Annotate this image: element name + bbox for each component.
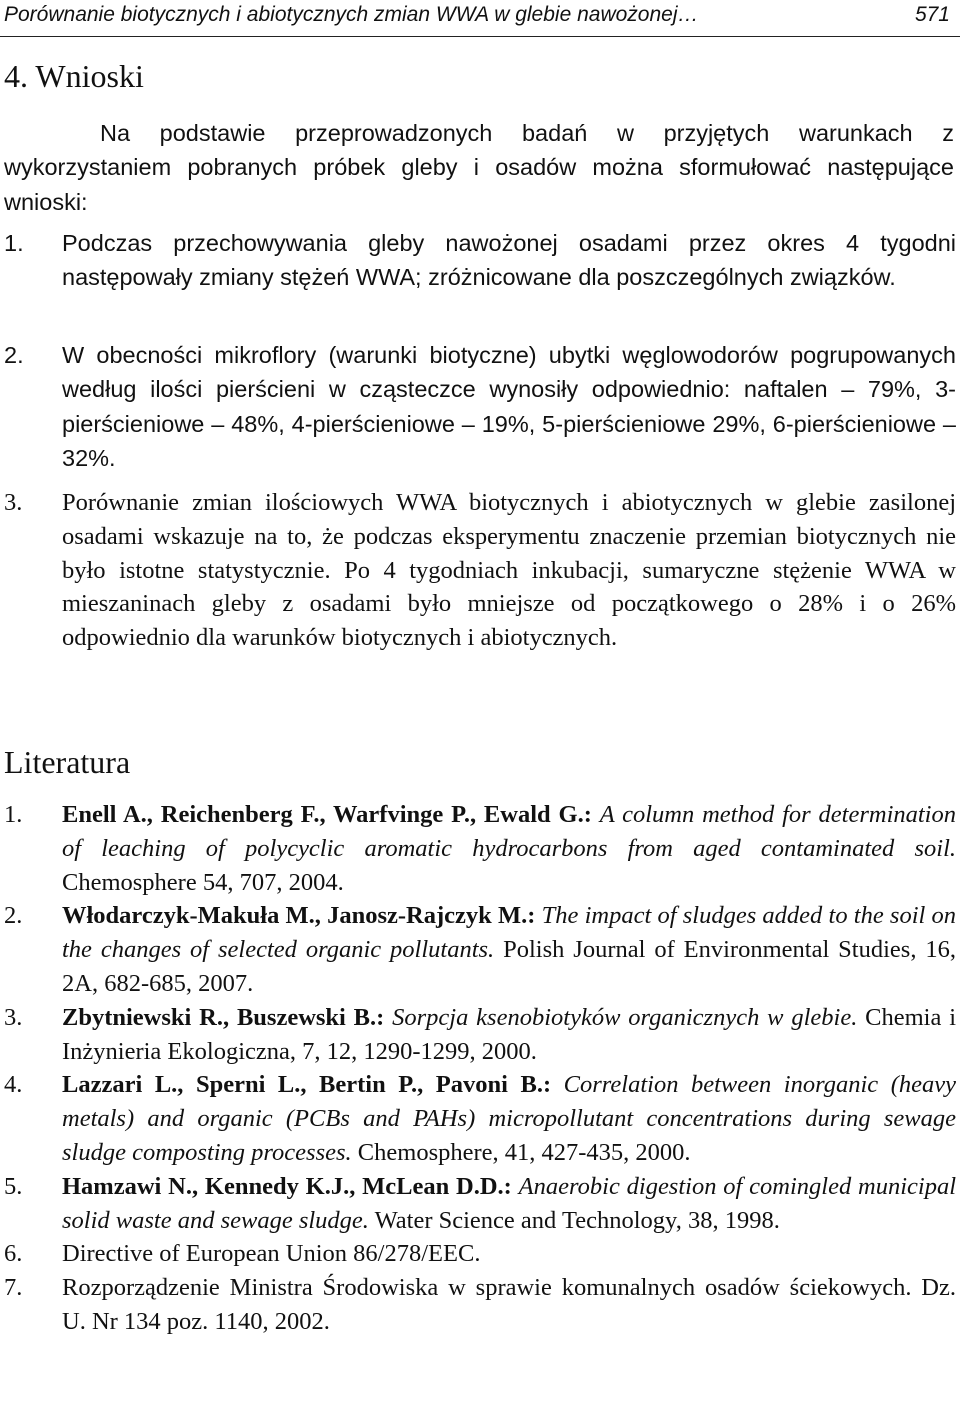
reference-authors: Hamzawi N., Kennedy K.J., McLean D.D.: [62, 1172, 512, 1200]
reference-title: Correlation between inorganic (heavy metals) and organic (PCBs and PAHs) micropollutant concentrations during sewage sludge composting processes. [62, 1071, 956, 1166]
reference-item [4, 1271, 956, 1339]
conclusion-item [4, 338, 956, 476]
conclusion-text: Porównanie zmian ilościowych WWA biotycznych i abiotycznych w glebie zasilonej osadami wskazuje na to, że podczas eksperymentu znaczenie przemian biotycznych nie było istotne statystycznie. Po 4 tygodniach inkubacji, sumaryczne stężenie WWA w mieszaninach gleby z osadami było mniejsze od początkowego o 28% i o 26% odpowiednio dla warunków biotycznych i abiotycznych. [62, 489, 956, 652]
conclusion-number: 1. [4, 230, 24, 256]
reference-title: Anaerobic digestion of comingled municipal solid waste and sewage sludge. [62, 1172, 956, 1234]
reference-source: Chemia i Inżynieria Ekologiczna, 7, 12, 1290-1299, 2000. [62, 1003, 956, 1065]
reference-number: 4. [4, 1071, 23, 1099]
conclusion-number: 2. [4, 342, 24, 368]
conclusion-item [4, 486, 956, 655]
reference-number: 3. [4, 1003, 23, 1031]
conclusion-number: 3. [4, 489, 23, 516]
reference-title: The impact of sludges added to the soil on the changes of selected organic pollutants. [62, 902, 957, 964]
reference-item [4, 1237, 956, 1271]
reference-authors: Lazzari L., Sperni L., Bertin P., Pavoni B.: [62, 1071, 552, 1099]
running-header [0, 0, 960, 37]
conclusion-item [4, 226, 956, 295]
reference-item [4, 899, 956, 1000]
intro-paragraph: Na podstawie przeprowadzonych badań w przyjętych warunkach z wykorzystaniem pobranych próbek gleby i osadów można sformułować następujące wnioski: [4, 120, 954, 215]
reference-authors: Enell A., Reichenberg F., Warfvinge P., Ewald G.: [62, 801, 592, 828]
conclusion-text: Podczas przechowywania gleby nawożonej osadami przez okres 4 tygodni następowały zmiany stężeń WWA; zróżnicowane dla poszczególnych związków. [62, 230, 956, 291]
reference-number: 5. [4, 1172, 23, 1200]
reference-source: Chemosphere, 41, 427-435, 2000. [357, 1138, 691, 1166]
reference-item [4, 798, 956, 899]
reference-number: 1. [4, 801, 23, 828]
reference-authors: Zbytniewski R., Buszewski B.: [62, 1003, 385, 1031]
reference-source: Directive of European Union 86/278/EEC. [62, 1240, 481, 1268]
reference-number: 2. [4, 902, 23, 930]
conclusion-text: W obecności mikroflory (warunki biotyczne) ubytki węglowodorów pogrupowanych według ilości pierścieni w cząsteczce wynosiły odpowiednio: naftalen – 79%, 3-pierścieniowe – 48%, 4-pierścieniowe – 19%, 5-pierścieniowe 29%, 6-pierścieniowe – 32%. [62, 342, 956, 472]
reference-authors: Włodarczyk-Makuła M., Janosz-Rajczyk M.: [62, 902, 536, 930]
reference-item [4, 1170, 956, 1238]
reference-source: Chemosphere 54, 707, 2004. [62, 868, 344, 896]
reference-title: A column method for determination of leaching of polycyclic aromatic hydrocarbons from aged contaminated soil. [62, 801, 956, 862]
running-title: Porównanie biotycznych i abiotycznych zmian WWA w glebie nawożonej… [4, 3, 699, 26]
reference-number: 7. [4, 1274, 23, 1302]
reference-item [4, 1001, 956, 1069]
section-heading: 4. Wnioski [4, 58, 144, 94]
reference-number: 6. [4, 1240, 23, 1268]
reference-list [4, 798, 956, 1339]
reference-source: Polish Journal of Environmental Studies, 16, 2A, 682-685, 2007. [62, 936, 956, 997]
reference-source: Rozporządzenie Ministra Środowiska w sprawie komunalnych osadów ściekowych. Dz. U. Nr 134 poz. 1140, 2002. [62, 1274, 956, 1335]
reference-item [4, 1068, 956, 1169]
reference-source: Water Science and Technology, 38, 1998. [374, 1206, 780, 1234]
reference-title: Sorpcja ksenobiotyków organicznych w glebie. [392, 1003, 858, 1031]
page-number: 571 [914, 3, 950, 26]
literature-heading: Literatura [4, 744, 131, 780]
